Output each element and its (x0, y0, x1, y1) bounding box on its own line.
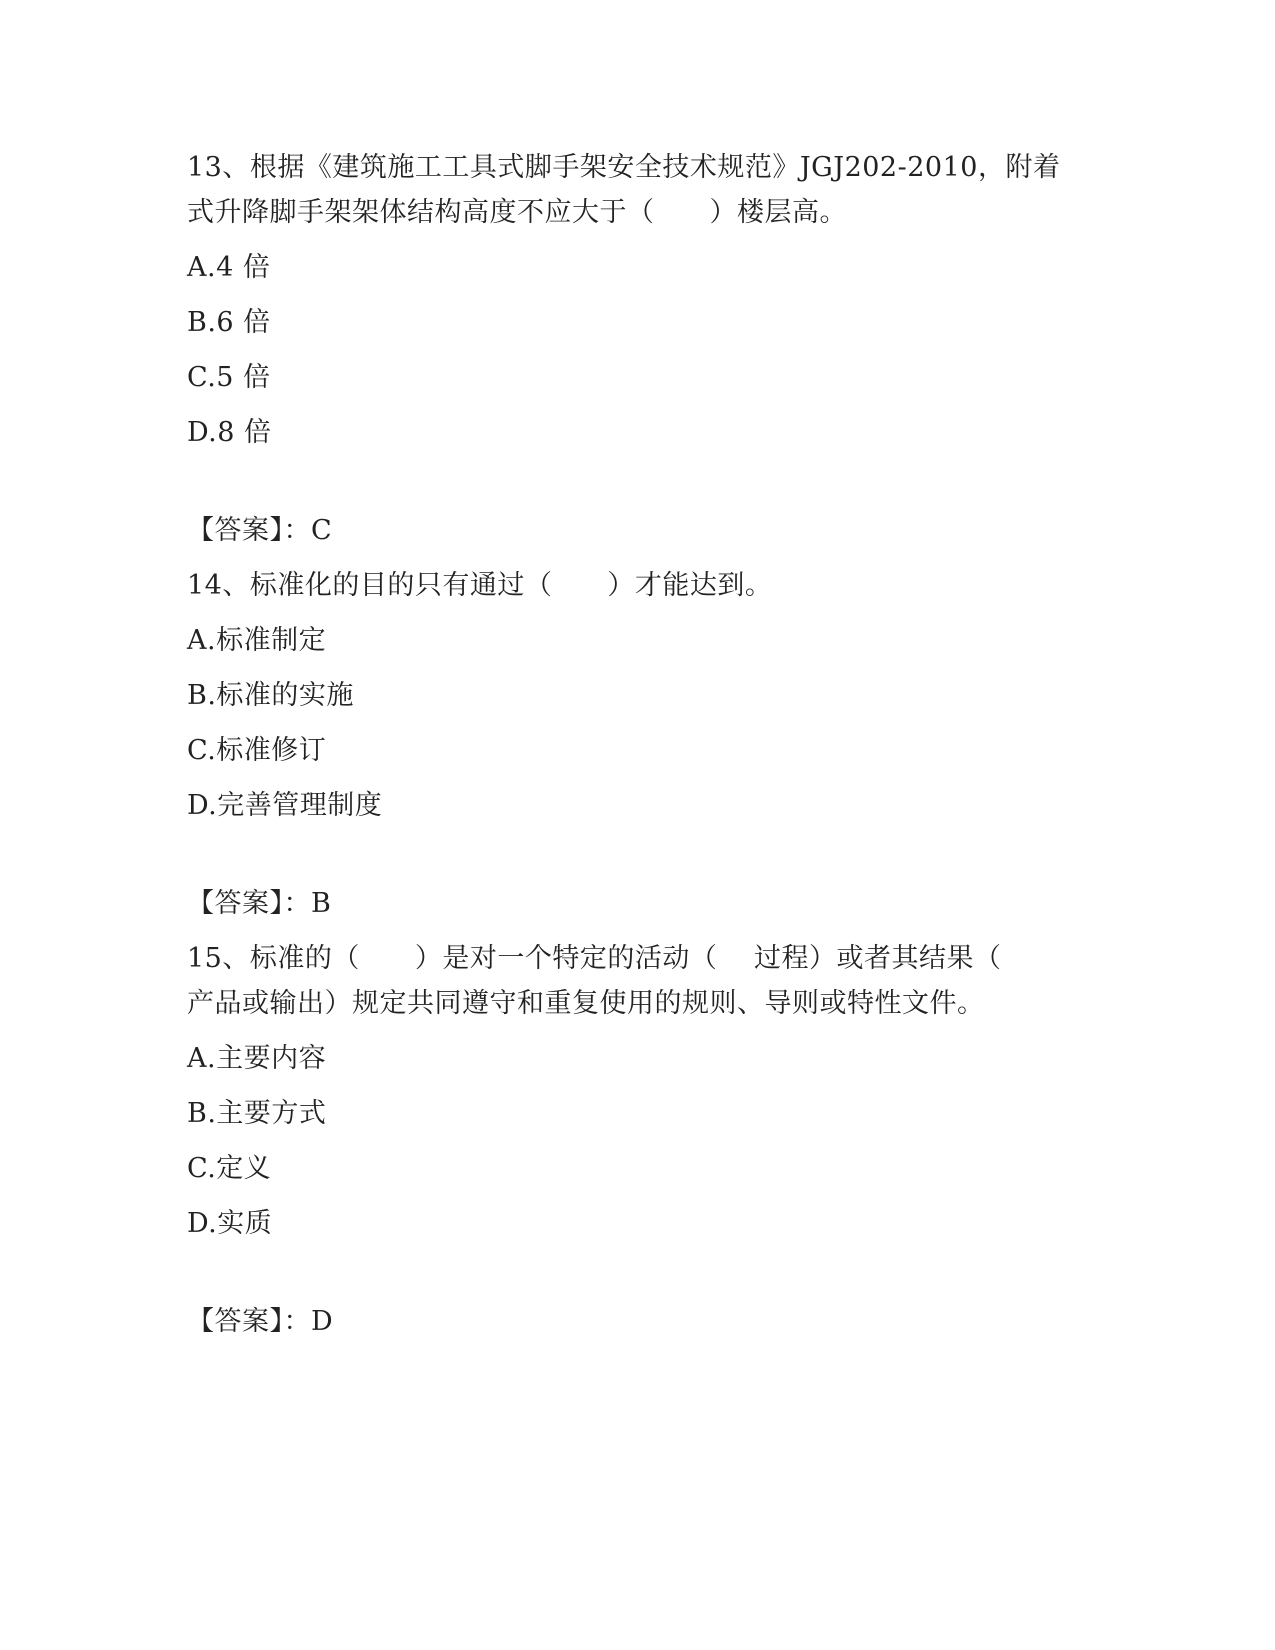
question-15-stem-line-1: 15、标准的（ ）是对一个特定的活动（ 过程）或者其结果（ (187, 943, 1002, 974)
question-13-stem-line-1: 13、根据《建筑施工工具式脚手架安全技术规范》JGJ202-2010，附着 (187, 152, 1061, 183)
question-14-option-b: B.标准的实施 (187, 680, 354, 711)
question-14-option-a: A.标准制定 (187, 625, 327, 656)
question-14-option-c: C.标准修订 (187, 735, 327, 766)
question-13-option-a: A.4 倍 (187, 252, 271, 283)
question-14-stem-line-1: 14、标准化的目的只有通过（ ）才能达到。 (187, 570, 773, 601)
question-13-option-b: B.6 倍 (187, 307, 271, 338)
question-15-option-c: C.定义 (187, 1153, 272, 1184)
question-15-answer: 【答案】：D (187, 1306, 334, 1337)
question-13-option-d: D.8 倍 (187, 417, 272, 448)
question-13-stem-line-2: 式升降脚手架架体结构高度不应大于（ ）楼层高。 (187, 197, 847, 228)
question-13-option-c: C.5 倍 (187, 362, 271, 393)
question-14-answer: 【答案】：B (187, 888, 332, 919)
question-15-option-b: B.主要方式 (187, 1098, 327, 1129)
question-13-answer: 【答案】：C (187, 515, 333, 546)
question-14-option-d: D.完善管理制度 (187, 790, 383, 821)
question-15-stem-line-2: 产品或输出）规定共同遵守和重复使用的规则、导则或特性文件。 (187, 988, 985, 1019)
question-15-option-a: A.主要内容 (187, 1043, 327, 1074)
question-15-option-d: D.实质 (187, 1208, 273, 1239)
